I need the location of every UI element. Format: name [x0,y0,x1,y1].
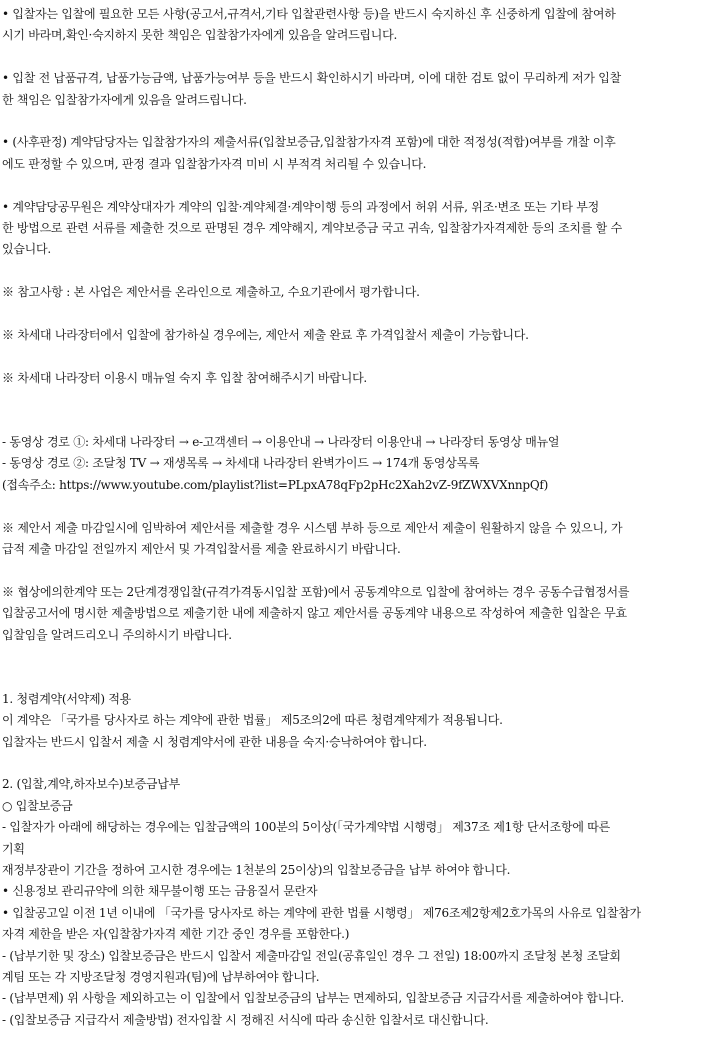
text-line: 입찰공고서에 명시한 제출방법으로 제출기한 내에 제출하지 않고 제안서를 공동계약 내용으로 작성하여 제출한 입찰은 무효 [2,606,627,621]
text-line: 입찰자는 반드시 입찰서 제출 시 청렴계약서에 관한 내용을 숙지·승낙하여야 합니다. [2,734,427,749]
paragraph-spacer [2,646,714,667]
paragraph-spacer [2,753,714,774]
paragraph-spacer [2,261,714,282]
text-line: ○ 입찰보증금 [2,798,73,813]
paragraph-spacer [2,411,714,432]
text-line: 시기 바라며,확인·숙지하지 못한 책임은 입찰참가자에게 있음을 알려드립니다. [2,28,398,43]
paragraph-spacer [2,111,714,132]
text-line: 1. 청렴계약(서약제) 적용 [2,691,132,706]
text-line: ※ 협상에의한계약 또는 2단계경쟁입찰(규격가격동시입찰 포함)에서 공동계약으로 입찰에 참여하는 경우 공동수급협정서를 [2,584,630,599]
paragraph-spacer [2,175,714,196]
notice-paragraph [2,132,714,175]
text-line: • 입찰자는 입찰에 필요한 모든 사항(공고서,규격서,기타 입찰관련사항 등)을 반드시 숙지하신 후 신중하게 입찰에 참여하 [2,7,616,21]
text-line: 급적 제출 마감일 전일까지 제안서 및 가격입찰서를 제출 완료하시기 바랍니다. [2,542,401,557]
text-line: 기획 [2,841,25,856]
paragraph-spacer [2,560,714,581]
paragraph-spacer [2,667,714,688]
paragraph-spacer [2,304,714,325]
text-line: 이 계약은 「국가를 당사자로 하는 계약에 관한 법률」 제5조의2에 따른 청렴계약제가 적용됩니다. [2,713,503,728]
notice-paragraph [2,325,714,346]
notice-paragraph [2,282,714,303]
text-line: - 동영상 경로 ①: 차세대 나라장터 → e-고객센터 → 이용안내 → 나라장터 이용안내 → 나라장터 동영상 매뉴얼 [2,435,560,449]
text-line: 계팀 또는 각 지방조달청 경영지원과(팀)에 납부하여야 합니다. [2,970,320,985]
text-line: - 동영상 경로 ②: 조달청 TV → 재생목록 → 차세대 나라장터 완벽가이드 → 174개 동영상목록 [2,456,480,471]
notice-paragraph [2,432,714,496]
text-line: ※ 참고사항 : 본 사업은 제안서를 온라인으로 제출하고, 수요기관에서 평가합니다. [2,285,420,300]
text-line: • 입찰 전 납품규격, 납품가능금액, 납품가능여부 등을 반드시 확인하시기 바라며, 이에 대한 검토 없이 무리하게 저가 입찰 [2,71,621,86]
text-line: 2. (입찰,계약,하자보수)보증금납부 [2,777,180,792]
text-line: (접속주소: https://www.youtube.com/playlist?list=PLpxA78qFp2pHc2Xah2vZ-9fZWXVXnnpQf) [2,477,549,492]
text-line: • 입찰공고일 이전 1년 이내에 「국가를 당사자로 하는 계약에 관한 법률 시행령」 제76조제2항제2호가목의 사유로 입찰참가 [2,905,641,920]
text-line: - (입찰보증금 지급각서 제출방법) 전자입찰 시 정해진 서식에 따라 송신한 입찰서로 대신합니다. [2,1012,489,1027]
notice-paragraph [2,368,714,389]
text-line: - (납부기한 및 장소) 입찰보증금은 반드시 입찰서 제출마감일 전일(공휴일인 경우 그 전일) 18:00까지 조달청 본청 조달회 [2,948,621,963]
text-line: ※ 차세대 나라장터에서 입찰에 참가하실 경우에는, 제안서 제출 완료 후 가격입찰서 제출이 가능합니다. [2,328,529,343]
notice-paragraph [2,68,714,111]
notice-paragraph [2,518,714,561]
paragraph-spacer [2,47,714,68]
text-line: 입찰임을 알려드리오니 주의하시기 바랍니다. [2,627,232,642]
text-line: • (사후판정) 계약담당자는 입찰참가자의 제출서류(입찰보증금,입찰참가자격 포함)에 대한 적정성(적합)여부를 개찰 이후 [2,135,616,150]
text-line: 에도 판정할 수 있으며, 판정 결과 입찰참가자격 미비 시 부적격 처리될 수 있습니다. [2,156,427,171]
text-line: • 계약담당공무원은 계약상대자가 계약의 입찰·계약체결·계약이행 등의 과정에서 허위 서류, 위조·변조 또는 기타 부정 [2,199,599,214]
paragraph-spacer [2,496,714,517]
notice-paragraph [2,197,714,261]
notice-paragraph [2,689,714,753]
text-line: 있습니다. [2,242,51,257]
text-line: 재정부장관이 기간을 정하여 고시한 경우에는 1천분의 25이상)의 입찰보증금을 납부 하여야 합니다. [2,863,511,878]
text-line: 자격 제한을 받은 자(입찰참가자격 제한 기간 중인 경우를 포함한다.) [2,927,350,942]
text-line: - (납부면제) 위 사항을 제외하고는 이 입찰에서 입찰보증금의 납부는 면제하되, 입찰보증금 지급각서를 제출하여야 합니다. [2,991,624,1006]
notice-paragraph [2,582,714,646]
paragraph-spacer [2,346,714,367]
text-line: 한 책임은 입찰참가자에게 있음을 알려드립니다. [2,92,247,107]
text-line: 한 방법으로 관련 서류를 제출한 것으로 판명된 경우 계약해지, 계약보증금 국고 귀속, 입찰참가자격제한 등의 조치를 할 수 [2,221,622,236]
text-line: ※ 제안서 제출 마감일시에 임박하여 제안서를 제출할 경우 시스템 부하 등으로 제안서 제출이 원활하지 않을 수 있으니, 가 [2,520,623,535]
text-line: • 신용정보 관리규약에 의한 채무불이행 또는 금융질서 문란자 [2,884,318,899]
text-line: ※ 차세대 나라장터 이용시 매뉴얼 숙지 후 입찰 참여해주시기 바랍니다. [2,370,367,385]
text-line: - 입찰자가 아래에 해당하는 경우에는 입찰금액의 100분의 5이상(「국가계약법 시행령」 제37조 제1항 단서조항에 따른 [2,820,610,835]
notice-paragraph [2,774,714,1031]
notice-paragraph [2,4,714,47]
paragraph-spacer [2,389,714,410]
